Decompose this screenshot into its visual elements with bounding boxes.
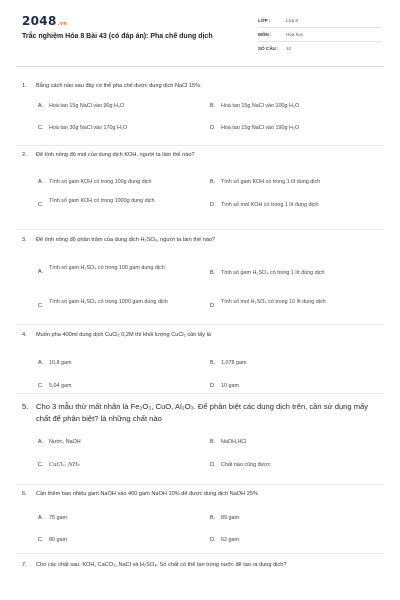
page-title: Trắc nghiệm Hóa 8 Bài 43 (có đáp án): Pha chế dung dịch (22, 33, 213, 40)
page-header (0, 0, 400, 62)
option-d[interactable] (210, 461, 380, 469)
question-text: Để tính nồng độ phần trăm của dung dịch H₂SO₄, người ta làm thế nào? (36, 237, 216, 243)
option-c[interactable] (38, 298, 198, 310)
option-text: 5,04 gam (49, 383, 72, 389)
question-divider (16, 229, 384, 230)
question-stem (22, 236, 382, 244)
meta-value: Hóa học (286, 32, 304, 37)
meta-row-subject (258, 28, 382, 42)
option-a[interactable] (38, 264, 198, 276)
option-letter: B. (210, 103, 216, 109)
meta-key: LỚP : (258, 18, 271, 23)
option-d[interactable] (210, 536, 380, 544)
option-letter: D. (210, 537, 216, 543)
option-text: 10 gam (221, 383, 239, 389)
question-divider (16, 484, 384, 485)
option-d[interactable] (210, 382, 380, 390)
question-divider (16, 393, 384, 394)
option-b[interactable] (210, 514, 380, 522)
option-text: Tính số gam KOH có trong 1 lít dung dịch (221, 179, 321, 185)
option-letter: C. (38, 303, 44, 309)
option-letter: B. (210, 179, 216, 185)
question-stem (22, 151, 382, 159)
option-text: Tính số gam KOH có trong 1000g dung dịch (49, 198, 155, 204)
option-letter: C. (38, 125, 44, 131)
question-text: Cần thêm bao nhiêu gam NaOH vào 400 gam NaOH 10% để được dung dịch NaOH 25% (36, 491, 258, 497)
question-number: 3. (22, 237, 27, 243)
question-text: Cho các chất sau: KOH, CaCO₃, NaCl và H₂SO₄. Số chất có thể tan trong nước để tạo ra dung dịch? (36, 562, 287, 568)
option-text: Hoà tan 15g NaCl vào 90g H₂O (49, 103, 125, 109)
option-text: Tính số gam H₂SO₄ có trong 1 lít dung dịch (221, 270, 325, 276)
option-letter: B. (210, 360, 216, 366)
meta-row-count (258, 42, 382, 55)
option-text: Hoà tan 15g NaCl vào 100g H₂O (221, 103, 300, 109)
meta-key: MÔN : (258, 32, 272, 37)
option-a[interactable] (38, 178, 208, 186)
option-letter: C. (38, 537, 44, 543)
option-text: Tính số gam H₂SO₄ có trong 100 gam dung dịch (49, 265, 165, 271)
option-text: 89 gam (221, 515, 239, 521)
option-b[interactable] (210, 269, 390, 277)
question-stem (22, 561, 382, 569)
option-letter: A. (38, 103, 44, 109)
option-c[interactable] (38, 536, 208, 544)
option-letter: C. (38, 202, 44, 208)
option-text: 1,078 gam (221, 360, 247, 366)
question-divider (16, 553, 384, 554)
header-divider (16, 66, 384, 67)
option-letter: B. (210, 515, 216, 521)
option-text: 75 gam (49, 515, 67, 521)
question-stem (22, 331, 382, 339)
option-text: 10,8 gam (49, 360, 72, 366)
option-text: Hoà tan 30g NaCl vào 170g H₂O (49, 125, 128, 131)
option-text: Tính số gam KOH có trong 100g dung dịch (49, 179, 152, 185)
option-a[interactable] (38, 102, 208, 110)
option-text: 62 gam (221, 537, 239, 543)
question-number: 5. (22, 402, 29, 411)
question-stem (22, 490, 382, 498)
option-letter: D. (210, 202, 216, 208)
meta-key: SỐ CÂU : (258, 46, 279, 51)
option-text: Hoà tan 15g NaCl vào 190g H₂O (221, 125, 300, 131)
option-text: Tính số mol KOH có trong 1 lít dung dịch (221, 202, 319, 208)
question-number: 6. (22, 491, 27, 497)
question-divider (16, 145, 384, 146)
question-number: 7. (22, 562, 27, 568)
option-d[interactable] (210, 201, 390, 209)
question-number: 1. (22, 83, 27, 89)
question-6 (22, 490, 382, 543)
question-5 (22, 401, 382, 468)
option-c[interactable] (38, 461, 208, 469)
meta-value: 10 (286, 46, 292, 51)
question-text: Cho 3 mẫu thử mất nhãn là Fe₂O₃, CuO, Al₂O₃. Để phân biệt các dung dịch trên, cần sử dụng mấy chất để phân biệt? là những chất nào (36, 402, 369, 423)
option-a[interactable] (38, 359, 208, 367)
option-letter: D. (210, 383, 216, 389)
option-b[interactable] (210, 178, 380, 186)
question-text: Để tính nồng độ mol của dung dịch KOH, người ta làm thế nào? (36, 152, 195, 158)
option-letter: D. (210, 303, 216, 309)
meta-row-class (258, 14, 382, 28)
question-3 (22, 236, 382, 309)
option-c[interactable] (38, 382, 208, 390)
options (22, 90, 382, 130)
option-b[interactable] (210, 102, 380, 110)
option-letter: D. (210, 125, 216, 131)
option-c[interactable] (38, 197, 198, 209)
option-letter: A. (38, 439, 44, 445)
question-text: Muốn pha 400ml dung dịch CuCl₂ 0,2M thì khối lượng CuCl₂ cần lấy là (36, 332, 211, 338)
question-7 (22, 561, 382, 569)
question-number: 4. (22, 332, 27, 338)
option-d[interactable] (210, 298, 360, 310)
option-text: 80 gam (49, 537, 67, 543)
option-letter: A. (38, 269, 44, 275)
question-divider (16, 324, 384, 325)
option-letter: C. (38, 462, 44, 468)
option-letter: A. (38, 360, 44, 366)
meta-value: Lớp 8 (286, 18, 298, 23)
option-letter: A. (38, 515, 44, 521)
question-stem (22, 401, 382, 425)
option-d[interactable] (210, 124, 380, 132)
option-letter: B. (210, 270, 216, 276)
option-text: CuCl₂, NH₃ (49, 462, 80, 468)
option-b[interactable] (210, 359, 380, 367)
option-text: Nước, NaOH (49, 439, 81, 445)
question-4 (22, 331, 382, 389)
question-2 (22, 151, 382, 208)
option-letter: A. (38, 179, 44, 185)
option-c[interactable] (38, 124, 208, 132)
option-b[interactable] (210, 438, 380, 446)
meta-table (258, 14, 382, 55)
option-a[interactable] (38, 438, 208, 446)
option-text: Tính số gam H₂SO₄ có trong 1000 gam dung dịch (49, 299, 168, 305)
question-1 (22, 82, 382, 130)
question-number: 2. (22, 152, 27, 158)
option-letter: B. (210, 439, 216, 445)
option-letter: D. (210, 462, 216, 468)
option-text: NaOH,HCl (221, 439, 247, 445)
option-text: Tính số mol H₂SO₄ có trong 10 lít dung dịch (221, 299, 326, 305)
option-text: Chất nào cũng được (221, 462, 271, 468)
option-letter: C. (38, 383, 44, 389)
question-text: Bằng cách nào sau đây có thể pha chế được dung dịch NaCl 15%. (36, 83, 202, 89)
site-logo[interactable]: 2048.vn (22, 14, 68, 28)
question-stem (22, 82, 382, 90)
option-a[interactable] (38, 514, 208, 522)
